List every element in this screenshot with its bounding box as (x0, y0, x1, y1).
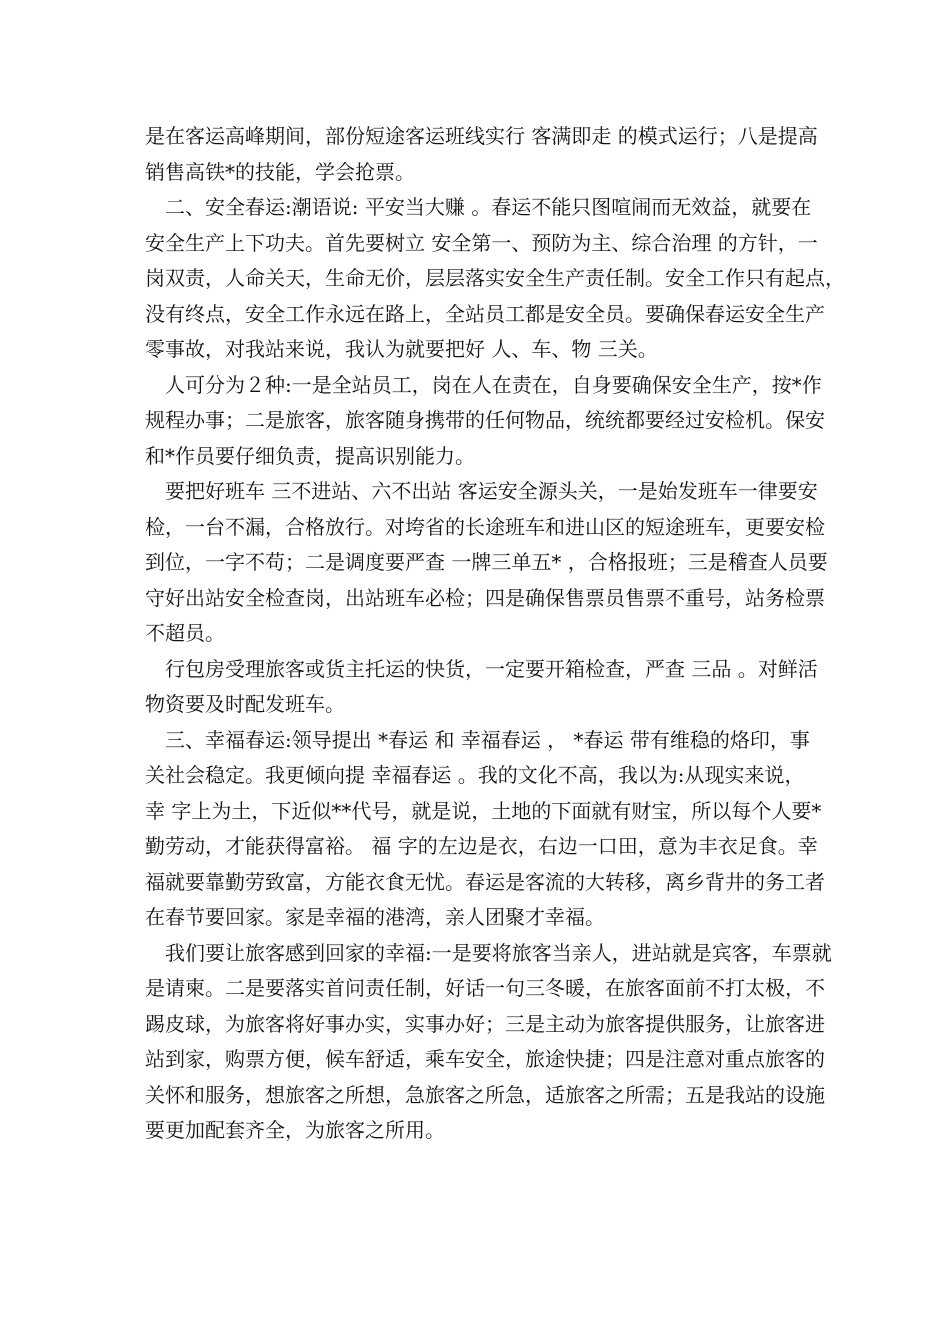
text-line: 要把好班车 三不进站、六不出站 客运安全源头关，一是始发班车一律要安 (165, 479, 818, 503)
paragraph (145, 936, 832, 1149)
text-line: 在春节要回家。家是幸福的港湾，亲人团聚才幸福。 (145, 905, 605, 929)
text-line: 物资要及时配发班车。 (145, 692, 345, 716)
paragraph (145, 190, 845, 368)
text-line: 我们要让旅客感到回家的幸福:一是要将旅客当亲人，进站就是宾客，车票就 (165, 940, 832, 965)
text-line: 到位，一字不苟；二是调度要严查 一牌三单五* ，合格报班；三是稽查人员要 (145, 550, 828, 574)
text-line: 零事故，对我站来说，我认为就要把好 人、车、物 三关。 (145, 337, 658, 361)
text-line: 规程办事；二是旅客，旅客随身携带的任何物品，统统都要经过安检机。保安 (145, 408, 825, 432)
text-line: 人可分为２种:一是全站员工，岗在人在责在，自身要确保安全生产，按*作 (165, 372, 822, 397)
text-line: 守好出站安全检查岗，出站班车必检；四是确保售票员售票不重号，站务检票 (145, 585, 825, 610)
text-line: 福就要靠勤劳致富，方能衣食无忧。春运是客流的大转移，离乡背井的务工者 (145, 869, 825, 894)
text-line: 关怀和服务，想旅客之所想，急旅客之所急，适旅客之所需；五是我站的设施 (145, 1082, 825, 1107)
text-line: 勤劳动，才能获得富裕。 福 字的左边是衣，右边一口田，意为丰衣足食。幸 (145, 834, 818, 858)
text-line: 没有终点，安全工作永远在路上，全站员工都是安全员。要确保春运安全生产 (145, 301, 825, 326)
document-page (145, 119, 845, 1149)
paragraph (145, 474, 828, 652)
text-line: 行包房受理旅客或货主托运的快货，一定要开箱检查，严查 三品 。对鲜活 (165, 656, 818, 681)
text-line: 安全生产上下功夫。首先要树立 安全第一、预防为主、综合治理 的方针，一 (145, 230, 818, 255)
text-line: 检，一台不漏，合格放行。对垮省的长途班车和进山区的短途班车，更要安检 (145, 514, 825, 539)
text-line: 三、幸福春运:领导提出 *春运 和 幸福春运 ， *春运 带有维稳的烙印，事 (165, 727, 810, 752)
paragraph (145, 119, 818, 190)
text-line: 是在客运高峰期间，部份短途客运班线实行 客满即走 的模式运行；八是提高 (145, 124, 818, 148)
text-line: 要更加配套齐全，为旅客之所用。 (145, 1118, 445, 1142)
text-line: 不超员。 (145, 621, 225, 645)
text-line: 销售高铁*的技能，学会抢票。 (145, 159, 415, 184)
text-line: 踢皮球，为旅客将好事办实，实事办好；三是主动为旅客提供服务，让旅客进 (145, 1011, 825, 1036)
paragraph (145, 368, 825, 475)
text-line: 关社会稳定。我更倾向提 幸福春运 。我的文化不高，我以为:从现实来说， (145, 763, 805, 787)
text-line: 岗双责，人命关天，生命无价，层层落实安全生产责任制。安全工作只有起点， (145, 266, 845, 290)
text-line: 是请柬。二是要落实首问责任制，好话一句三冬暖，在旅客面前不打太极，不 (145, 976, 825, 1000)
text-line: 幸 字上为土，下近似**代号，就是说，土地的下面就有财宝，所以每个人要* (145, 798, 822, 823)
text-line: 和*作员要仔细负责，提高识别能力。 (145, 443, 475, 468)
text-line: 二、安全春运:潮语说: 平安当大赚 。春运不能只图喧闹而无效益，就要在 (165, 195, 812, 219)
paragraph (145, 723, 825, 936)
text-line: 站到家，购票方便，候车舒适，乘车安全，旅途快捷；四是注意对重点旅客的 (145, 1047, 825, 1071)
paragraph (145, 652, 818, 723)
